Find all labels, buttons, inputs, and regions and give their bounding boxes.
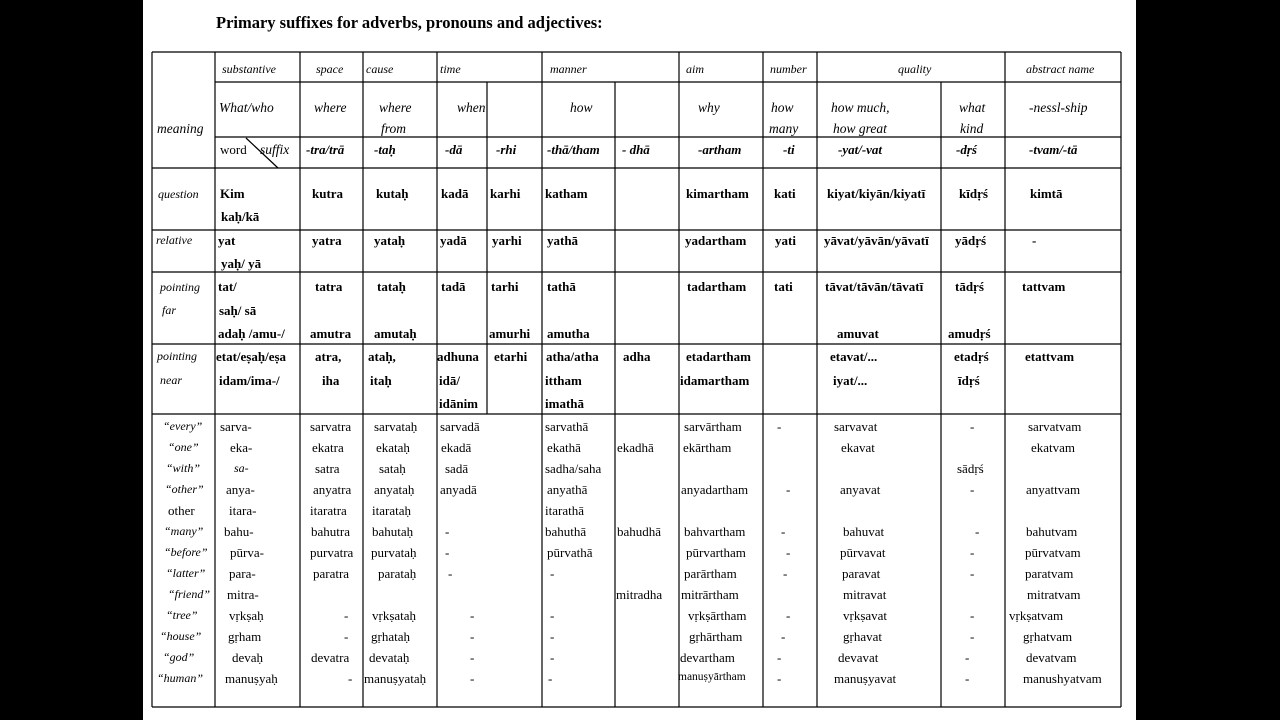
cell-other2-itara: itara- bbox=[229, 503, 257, 518]
cell-far-amurhi: amurhi bbox=[489, 326, 531, 341]
cell-other-anyattvam: anyattvam bbox=[1026, 482, 1081, 497]
cell-many-bahutvam: bahutvam bbox=[1026, 524, 1078, 539]
cell-house-grham: gṛham bbox=[228, 629, 262, 644]
cell-relative-yada: yadā bbox=[440, 233, 467, 248]
cell-far-adah: adaḥ /amu-/ bbox=[218, 326, 285, 341]
cell-every-sarvavat: sarvavat bbox=[834, 419, 878, 434]
cell-tree-dash-5: - bbox=[970, 608, 975, 623]
cell-latter-dash-1: - bbox=[448, 566, 453, 581]
cell-before-purvatha: pūrvathā bbox=[547, 545, 593, 560]
cell-other-dash-2: - bbox=[970, 482, 975, 497]
cell-every-dash-2: - bbox=[970, 419, 975, 434]
cell-tree-vrksatvam: vṛkṣatvam bbox=[1009, 608, 1064, 623]
cell-human-dash-5: - bbox=[965, 671, 970, 686]
cell-other-anyadartham: anyadartham bbox=[681, 482, 749, 497]
cell-many-bahutah: bahutaḥ bbox=[372, 524, 414, 539]
suffix-yat-vat: -yat/-vat bbox=[838, 142, 883, 157]
row-label-many: “many” bbox=[164, 524, 204, 538]
cell-many-bahu: bahu- bbox=[224, 524, 254, 539]
row-label-with: “with” bbox=[166, 461, 201, 475]
cell-many-bahuvat: bahuvat bbox=[843, 524, 885, 539]
cell-other-anya: anya- bbox=[226, 482, 255, 497]
cell-god-devatra: devatra bbox=[311, 650, 350, 665]
row-label-god: “god” bbox=[163, 650, 195, 664]
q-how-great: how great bbox=[833, 121, 887, 136]
cell-before-dash-3: - bbox=[970, 545, 975, 560]
cell-near-idam: idam/ima-/ bbox=[219, 373, 280, 388]
header-substantive: substantive bbox=[222, 62, 276, 76]
cell-human-dash-4: - bbox=[777, 671, 782, 686]
cell-other-anyatha: anyathā bbox=[547, 482, 588, 497]
cell-god-devatah: devataḥ bbox=[369, 650, 410, 665]
cell-near-iyat: iyat/... bbox=[833, 373, 868, 388]
cell-god-dash-1: - bbox=[470, 650, 475, 665]
cell-human-manusyavat: manuṣyavat bbox=[834, 671, 897, 686]
suffix-drs: -dṛś bbox=[956, 142, 977, 157]
q-how-much: how much, bbox=[831, 100, 890, 115]
cell-every-sarva: sarva- bbox=[220, 419, 252, 434]
cell-human-dash-2: - bbox=[470, 671, 475, 686]
cell-tree-dash-2: - bbox=[470, 608, 475, 623]
cell-friend-mitra: mitra- bbox=[227, 587, 259, 602]
cell-latter-paratah: parataḥ bbox=[378, 566, 417, 581]
row-label-other-quoted: “other” bbox=[165, 482, 204, 496]
header-cause: cause bbox=[366, 62, 394, 76]
cell-relative-yavat: yāvat/yāvān/yāvatī bbox=[824, 233, 929, 248]
suffix-tra: -tra/trā bbox=[306, 142, 345, 157]
cell-house-dash-5: - bbox=[970, 629, 975, 644]
suffix-rhi: -rhi bbox=[496, 142, 517, 157]
q-when: when bbox=[457, 100, 486, 115]
cell-every-sarvatah: sarvataḥ bbox=[374, 419, 418, 434]
cell-relative-yat: yat bbox=[218, 233, 236, 248]
cell-near-imatha: imathā bbox=[545, 396, 584, 411]
row-label-tree: “tree” bbox=[166, 608, 198, 622]
cell-latter-paratvam: paratvam bbox=[1025, 566, 1074, 581]
suffix-artham: -artham bbox=[698, 142, 742, 157]
cell-house-grhartham: gṛhārtham bbox=[689, 629, 743, 644]
cell-human-manusyartham: manuṣyārtham bbox=[678, 671, 746, 683]
cell-one-ekartham: ekārtham bbox=[683, 440, 732, 455]
cell-before-purvatra: purvatra bbox=[310, 545, 354, 560]
cell-with-sa: sa- bbox=[234, 461, 249, 475]
q-how: how bbox=[570, 100, 593, 115]
cell-question-kim: Kim bbox=[220, 186, 245, 201]
cell-far-amuvat: amuvat bbox=[837, 326, 879, 341]
q-what-kind-2: kind bbox=[960, 121, 984, 136]
cell-far-amutah: amutaḥ bbox=[374, 326, 417, 341]
cell-other-anyada: anyadā bbox=[440, 482, 477, 497]
cell-before-purvavat: pūrvavat bbox=[840, 545, 886, 560]
cell-near-etadrs: etadṛś bbox=[954, 349, 989, 364]
cell-latter-paratra: paratra bbox=[313, 566, 350, 581]
cell-many-dash-3: - bbox=[975, 524, 980, 539]
cell-house-dash-1: - bbox=[344, 629, 349, 644]
cell-one-ekavat: ekavat bbox=[841, 440, 875, 455]
q-where-from-2: from bbox=[381, 121, 407, 136]
suffix-tah: -taḥ bbox=[374, 142, 396, 157]
cell-far-tatra: tatra bbox=[315, 279, 343, 294]
cell-one-eka: eka- bbox=[230, 440, 253, 455]
cell-every-sarvatvam: sarvatvam bbox=[1028, 419, 1082, 434]
cell-far-tati: tati bbox=[774, 279, 793, 294]
header-manner: manner bbox=[550, 62, 587, 76]
cell-one-ekatvam: ekatvam bbox=[1031, 440, 1076, 455]
cell-tree-vrksatah: vṛkṣataḥ bbox=[372, 608, 417, 623]
q-where: where bbox=[314, 100, 347, 115]
cell-question-kidrs: kīdṛś bbox=[959, 186, 988, 201]
cell-far-tatha: tathā bbox=[547, 279, 576, 294]
cell-latter-dash-3: - bbox=[783, 566, 788, 581]
row-label-question: question bbox=[158, 187, 199, 201]
header-space: space bbox=[316, 62, 344, 76]
q-what-who: What/who bbox=[219, 100, 274, 115]
q-ness-ship: -nessl-ship bbox=[1029, 100, 1088, 115]
cell-relative-yatha: yathā bbox=[547, 233, 579, 248]
q-why: why bbox=[698, 100, 720, 115]
row-label-one: “one” bbox=[168, 440, 199, 454]
cell-human-manusyatah: manuṣyataḥ bbox=[364, 671, 427, 686]
row-label-before: “before” bbox=[164, 545, 208, 559]
row-label-meaning: meaning bbox=[157, 121, 204, 136]
cell-question-kutah: kutaḥ bbox=[376, 186, 409, 201]
cell-relative-yatah: yataḥ bbox=[374, 233, 406, 248]
row-label-pointing-near-2: near bbox=[160, 373, 182, 387]
cell-far-sah-sa: saḥ/ sā bbox=[219, 303, 257, 318]
cell-near-atha: atha/atha bbox=[546, 349, 599, 364]
cell-house-grhavat: gṛhavat bbox=[843, 629, 882, 644]
row-label-house: “house” bbox=[160, 629, 202, 643]
cell-far-tarhi: tarhi bbox=[491, 279, 519, 294]
cell-latter-para: para- bbox=[229, 566, 256, 581]
cell-friend-mitradha: mitradha bbox=[616, 587, 663, 602]
cell-far-amutha: amutha bbox=[547, 326, 590, 341]
cell-relative-yati: yati bbox=[775, 233, 796, 248]
cell-many-bahutra: bahutra bbox=[311, 524, 350, 539]
row-label-other: other bbox=[168, 503, 195, 518]
cell-god-devartham: devartham bbox=[680, 650, 735, 665]
cell-many-bahvartham: bahvartham bbox=[684, 524, 746, 539]
row-label-pointing-far-2: far bbox=[162, 303, 177, 317]
cell-question-kimartham: kimartham bbox=[686, 186, 749, 201]
suffix-word: word bbox=[220, 142, 247, 157]
q-how-many-1: how bbox=[771, 100, 794, 115]
cell-far-tada: tadā bbox=[441, 279, 466, 294]
cell-other-anyavat: anyavat bbox=[840, 482, 881, 497]
cell-friend-mitrartham: mitrārtham bbox=[681, 587, 739, 602]
row-label-relative: relative bbox=[156, 233, 193, 247]
cell-before-dash-1: - bbox=[445, 545, 450, 560]
cell-near-etat: etat/eṣaḥ/eṣa bbox=[216, 349, 287, 364]
cell-house-grhatvam: gṛhatvam bbox=[1023, 629, 1073, 644]
cell-one-ekatra: ekatra bbox=[312, 440, 344, 455]
cell-near-idamartham: idamartham bbox=[680, 373, 750, 388]
cell-tree-vrksartham: vṛkṣārtham bbox=[688, 608, 747, 623]
suffix-tha: -thā/tham bbox=[547, 142, 600, 157]
cell-near-etarhi: etarhi bbox=[494, 349, 528, 364]
cell-question-kada: kadā bbox=[441, 186, 469, 201]
cell-every-sarvatra: sarvatra bbox=[310, 419, 352, 434]
cell-one-ekatah: ekataḥ bbox=[376, 440, 410, 455]
cell-near-adha: adha bbox=[623, 349, 651, 364]
cell-near-idanim: idānim bbox=[439, 396, 479, 411]
cell-question-kimta: kimtā bbox=[1030, 186, 1063, 201]
cell-relative-yah-ya: yaḥ/ yā bbox=[221, 256, 262, 271]
cell-many-dash-2: - bbox=[781, 524, 786, 539]
cell-question-kah-ka: kaḥ/kā bbox=[221, 209, 260, 224]
header-quality: quality bbox=[898, 62, 932, 76]
cell-house-dash-3: - bbox=[550, 629, 555, 644]
cell-god-devavat: devavat bbox=[838, 650, 879, 665]
cell-latter-dash-4: - bbox=[970, 566, 975, 581]
cell-god-devah: devaḥ bbox=[232, 650, 264, 665]
cell-with-sada: sadā bbox=[445, 461, 469, 476]
row-label-pointing-far-1: pointing bbox=[160, 280, 201, 294]
cell-before-purvatvam: pūrvatvam bbox=[1025, 545, 1081, 560]
cell-before-purvatah: purvataḥ bbox=[371, 545, 417, 560]
cell-other-dash-1: - bbox=[786, 482, 791, 497]
cell-near-adhuna: adhuna bbox=[437, 349, 479, 364]
cell-question-katham: katham bbox=[545, 186, 588, 201]
cell-with-satra: satra bbox=[315, 461, 340, 476]
cell-relative-yadrs: yādṛś bbox=[955, 233, 987, 248]
cell-near-iha: iha bbox=[322, 373, 340, 388]
row-label-human: “human” bbox=[157, 671, 204, 685]
cell-every-sarvatha: sarvathā bbox=[545, 419, 589, 434]
page-title: Primary suffixes for adverbs, pronouns and adjectives: bbox=[216, 13, 603, 32]
row-label-latter: “latter” bbox=[166, 566, 206, 580]
cell-with-sadrs: sādṛś bbox=[957, 461, 984, 476]
cell-near-itah: itaḥ bbox=[370, 373, 392, 388]
cell-question-kutra: kutra bbox=[312, 186, 344, 201]
cell-far-tattvam: tattvam bbox=[1022, 279, 1066, 294]
header-number: number bbox=[770, 62, 807, 76]
cell-human-dash-1: - bbox=[348, 671, 353, 686]
cell-near-atah: ataḥ, bbox=[368, 349, 396, 364]
row-label-pointing-near-1: pointing bbox=[157, 349, 198, 363]
cell-one-ekadha: ekadhā bbox=[617, 440, 654, 455]
cell-house-dash-2: - bbox=[470, 629, 475, 644]
cell-other2-itaratra: itaratra bbox=[310, 503, 347, 518]
suffix-da: -dā bbox=[445, 142, 463, 157]
cell-tree-vrksah: vṛkṣaḥ bbox=[229, 608, 264, 623]
cell-latter-parartham: parārtham bbox=[684, 566, 737, 581]
cell-tree-vrksavat: vṛkṣavat bbox=[843, 608, 888, 623]
cell-tree-dash-1: - bbox=[344, 608, 349, 623]
cell-every-dash-1: - bbox=[777, 419, 782, 434]
cell-question-kati: kati bbox=[774, 186, 796, 201]
cell-god-dash-3: - bbox=[777, 650, 782, 665]
cell-other2-itaratha: itarathā bbox=[545, 503, 584, 518]
cell-god-dash-2: - bbox=[550, 650, 555, 665]
cell-other-anyatah: anyataḥ bbox=[374, 482, 415, 497]
cell-friend-mitravat: mitravat bbox=[843, 587, 887, 602]
row-label-friend: “friend” bbox=[168, 587, 211, 601]
row-label-every: “every” bbox=[163, 419, 203, 433]
cell-human-manushyatvam: manushyatvam bbox=[1023, 671, 1102, 686]
cell-human-dash-3: - bbox=[548, 671, 553, 686]
suffix-ti: -ti bbox=[783, 142, 795, 157]
cell-far-amutra: amutra bbox=[310, 326, 352, 341]
header-aim: aim bbox=[686, 62, 704, 76]
cell-every-sarvada: sarvadā bbox=[440, 419, 480, 434]
suffix-tvam: -tvam/-tā bbox=[1029, 142, 1078, 157]
cell-far-tadartham: tadartham bbox=[687, 279, 747, 294]
cell-other2-itaratah: itarataḥ bbox=[372, 503, 411, 518]
document-page bbox=[143, 0, 1136, 720]
cell-near-ittham: ittham bbox=[545, 373, 582, 388]
cell-far-tat: tat/ bbox=[218, 279, 237, 294]
cell-human-manusyah: manuṣyaḥ bbox=[225, 671, 278, 686]
cell-house-grhatah: gṛhataḥ bbox=[371, 629, 410, 644]
cell-before-dash-2: - bbox=[786, 545, 791, 560]
cell-friend-mitratvam: mitratvam bbox=[1027, 587, 1081, 602]
cell-other-anyatra: anyatra bbox=[313, 482, 352, 497]
q-what-kind-1: what bbox=[959, 100, 986, 115]
cell-tree-dash-3: - bbox=[550, 608, 555, 623]
cell-near-atra: atra, bbox=[315, 349, 342, 364]
cell-far-tatah: tataḥ bbox=[377, 279, 406, 294]
cell-with-sadha-saha: sadha/saha bbox=[545, 461, 602, 476]
cell-far-tadrs: tādṛś bbox=[955, 279, 984, 294]
cell-before-purva: pūrva- bbox=[230, 545, 264, 560]
header-time: time bbox=[440, 62, 461, 76]
cell-relative-yatra: yatra bbox=[312, 233, 342, 248]
cell-house-dash-4: - bbox=[781, 629, 786, 644]
cell-one-ekatha: ekathā bbox=[547, 440, 581, 455]
cell-near-etadartham: etadartham bbox=[686, 349, 751, 364]
cell-near-etattvam: etattvam bbox=[1025, 349, 1075, 364]
cell-latter-dash-2: - bbox=[550, 566, 555, 581]
cell-relative-yarhi: yarhi bbox=[492, 233, 522, 248]
cell-question-kiyat: kiyat/kiyān/kiyatī bbox=[827, 186, 926, 201]
cell-near-idrs: īdṛś bbox=[958, 373, 980, 388]
cell-many-dash-1: - bbox=[445, 524, 450, 539]
cell-tree-dash-4: - bbox=[786, 608, 791, 623]
q-where-from-1: where bbox=[379, 100, 412, 115]
cell-with-satah: sataḥ bbox=[379, 461, 406, 476]
cell-god-dash-4: - bbox=[965, 650, 970, 665]
q-how-many-2: many bbox=[769, 121, 799, 136]
suffix-dha: - dhā bbox=[622, 142, 650, 157]
suffix-suffix: suffix bbox=[260, 142, 290, 157]
cell-god-devatvam: devatvam bbox=[1026, 650, 1077, 665]
cell-near-etavat: etavat/... bbox=[830, 349, 878, 364]
cell-latter-paravat: paravat bbox=[842, 566, 881, 581]
header-abstract-name: abstract name bbox=[1026, 62, 1095, 76]
cell-relative-dash: - bbox=[1032, 233, 1037, 248]
cell-many-bahudha: bahudhā bbox=[617, 524, 662, 539]
cell-relative-yadartham: yadartham bbox=[685, 233, 747, 248]
cell-one-ekada: ekadā bbox=[441, 440, 472, 455]
cell-far-amudrs: amudṛś bbox=[948, 326, 991, 341]
cell-many-bahutha: bahuthā bbox=[545, 524, 587, 539]
cell-near-ida: idā/ bbox=[439, 373, 460, 388]
cell-question-karhi: karhi bbox=[490, 186, 521, 201]
cell-every-sarvartham: sarvārtham bbox=[684, 419, 742, 434]
cell-far-tavat: tāvat/tāvān/tāvatī bbox=[825, 279, 924, 294]
cell-before-purvartham: pūrvartham bbox=[686, 545, 746, 560]
